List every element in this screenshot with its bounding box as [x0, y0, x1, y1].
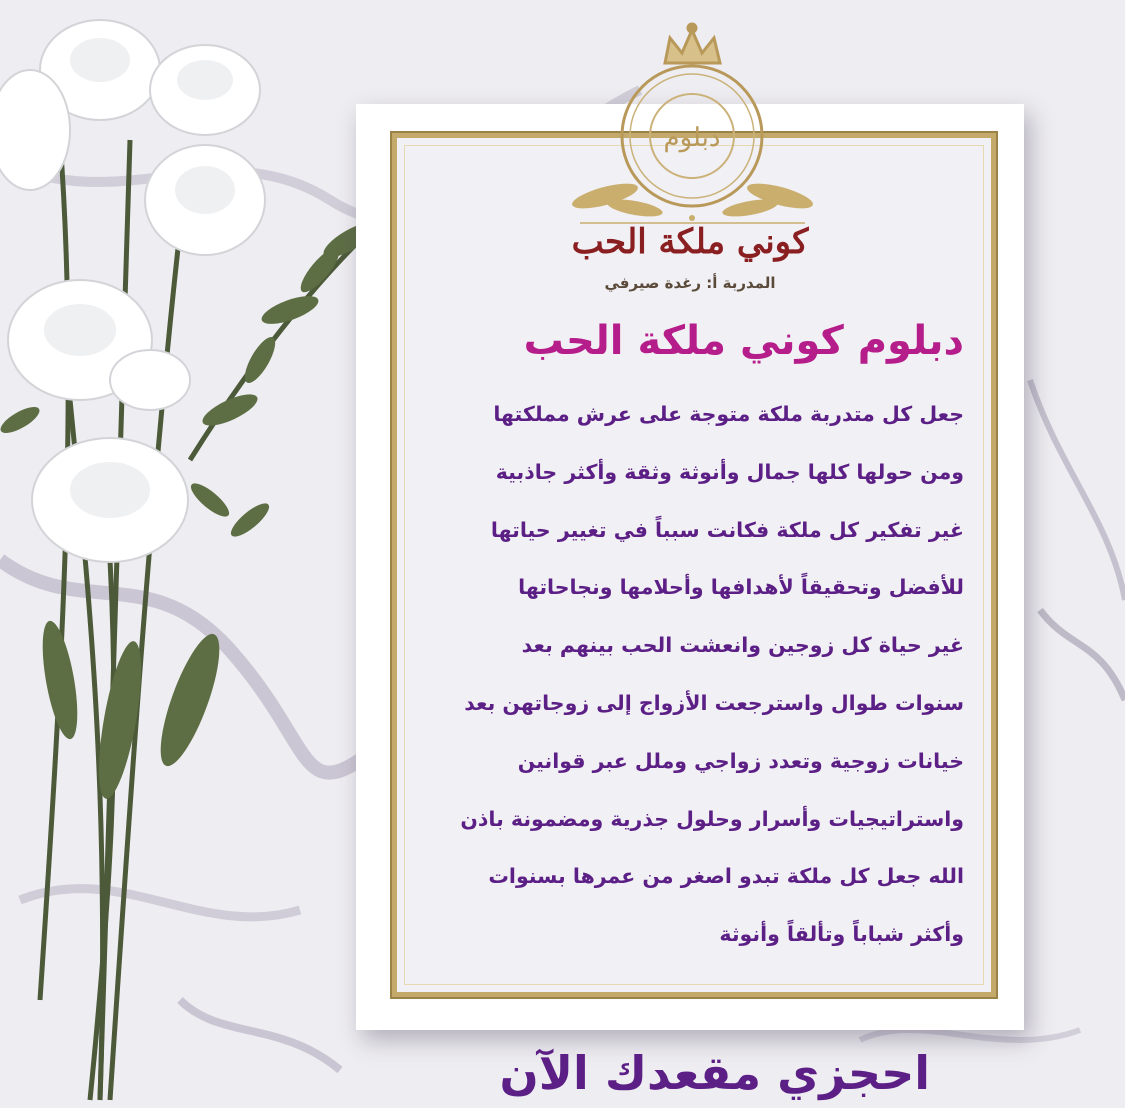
brand-name: كوني ملكة الحب — [571, 222, 809, 262]
description-line: جعل كل متدربة ملكة متوجة على عرش مملكتها — [493, 402, 964, 426]
description-line: للأفضل وتحقيقاً لأهدافها وأحلامها ونجاحاتها — [518, 575, 964, 600]
crown-logo — [560, 18, 825, 233]
description-line: خيانات زوجية وتعدد زواجي وملل عبر قوانين — [517, 748, 964, 773]
description-line: وأكثر شباباً وتألقاً وأنوثة — [719, 922, 964, 947]
description-text — [404, 390, 964, 968]
book-now-call-to-action: احجزي مقعدك الآن — [499, 1046, 930, 1100]
description-line: غير تفكير كل ملكة فكانت سبباً في تغيير حياتها — [490, 517, 964, 542]
crown-icon — [665, 24, 720, 63]
trainer-name: المدربة أ: رغدة صيرفي — [604, 274, 776, 292]
description-line: سنوات طوال واسترجعت الأزواج إلى زوجاتهن بعد — [464, 690, 964, 715]
description-line: الله جعل كل ملكة تبدو اصغر من عمرها بسنوات — [488, 864, 964, 889]
diploma-title: دبلوم كوني ملكة الحب — [523, 318, 964, 364]
description-line: ومن حولها كلها جمال وأنوثة وثقة وأكثر جاذبية — [495, 459, 964, 484]
description-line: غير حياة كل زوجين وانعشت الحب بينهم بعد — [521, 633, 964, 658]
logo-monogram: دبلوم — [663, 123, 721, 153]
description-line: واستراتيجيات وأسرار وحلول جذرية ومضمونة باذن — [460, 806, 964, 831]
